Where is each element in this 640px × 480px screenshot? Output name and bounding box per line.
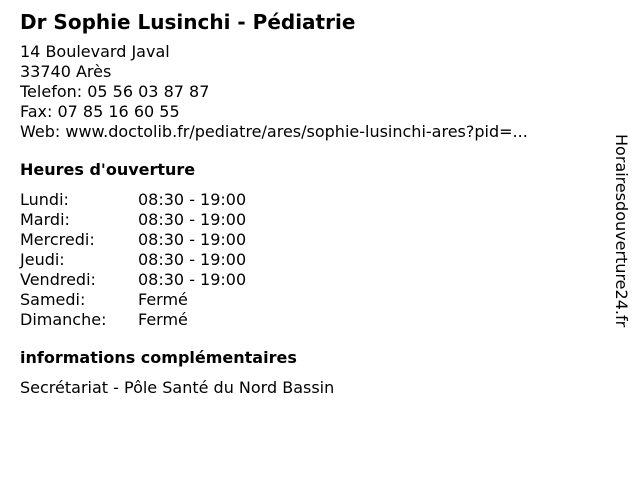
hours-row-tuesday	[20, 210, 246, 230]
additional-info-text: Secrétariat - Pôle Santé du Nord Bassin	[20, 378, 335, 397]
hours-row-thursday	[20, 250, 246, 270]
hours-row-monday	[20, 190, 246, 210]
day-label: Mercredi:	[20, 230, 95, 249]
day-label: Mardi:	[20, 210, 70, 229]
day-label: Dimanche:	[20, 310, 107, 329]
page-title: Dr Sophie Lusinchi - Pédiatrie	[20, 10, 356, 34]
day-hours: 08:30 - 19:00	[138, 230, 247, 249]
day-hours: Fermé	[138, 310, 188, 329]
fax-number: Fax: 07 85 16 60 55	[20, 102, 180, 121]
opening-hours-heading: Heures d'ouverture	[20, 160, 196, 179]
day-hours: 08:30 - 19:00	[138, 270, 247, 289]
additional-info-heading: informations complémentaires	[20, 348, 297, 367]
address-block	[20, 42, 600, 142]
website-link[interactable]: Web: www.doctolib.fr/pediatre/ares/sophie-lusinchi-ares?pid=...	[20, 122, 528, 141]
business-card	[20, 8, 600, 398]
hours-row-wednesday	[20, 230, 246, 250]
site-watermark: Horairesdouverture24.fr	[612, 134, 631, 328]
hours-row-saturday	[20, 290, 246, 310]
day-label: Samedi:	[20, 290, 86, 309]
day-label: Lundi:	[20, 190, 69, 209]
day-label: Vendredi:	[20, 270, 96, 289]
address-city: 33740 Arès	[20, 62, 112, 81]
day-hours: 08:30 - 19:00	[138, 190, 247, 209]
day-hours: 08:30 - 19:00	[138, 250, 247, 269]
hours-row-sunday	[20, 310, 246, 330]
day-hours: Fermé	[138, 290, 188, 309]
day-label: Jeudi:	[20, 250, 65, 269]
day-hours: 08:30 - 19:00	[138, 210, 247, 229]
opening-hours-table	[20, 190, 246, 330]
phone-number[interactable]: Telefon: 05 56 03 87 87	[20, 82, 210, 101]
address-street: 14 Boulevard Javal	[20, 42, 170, 61]
hours-row-friday	[20, 270, 246, 290]
